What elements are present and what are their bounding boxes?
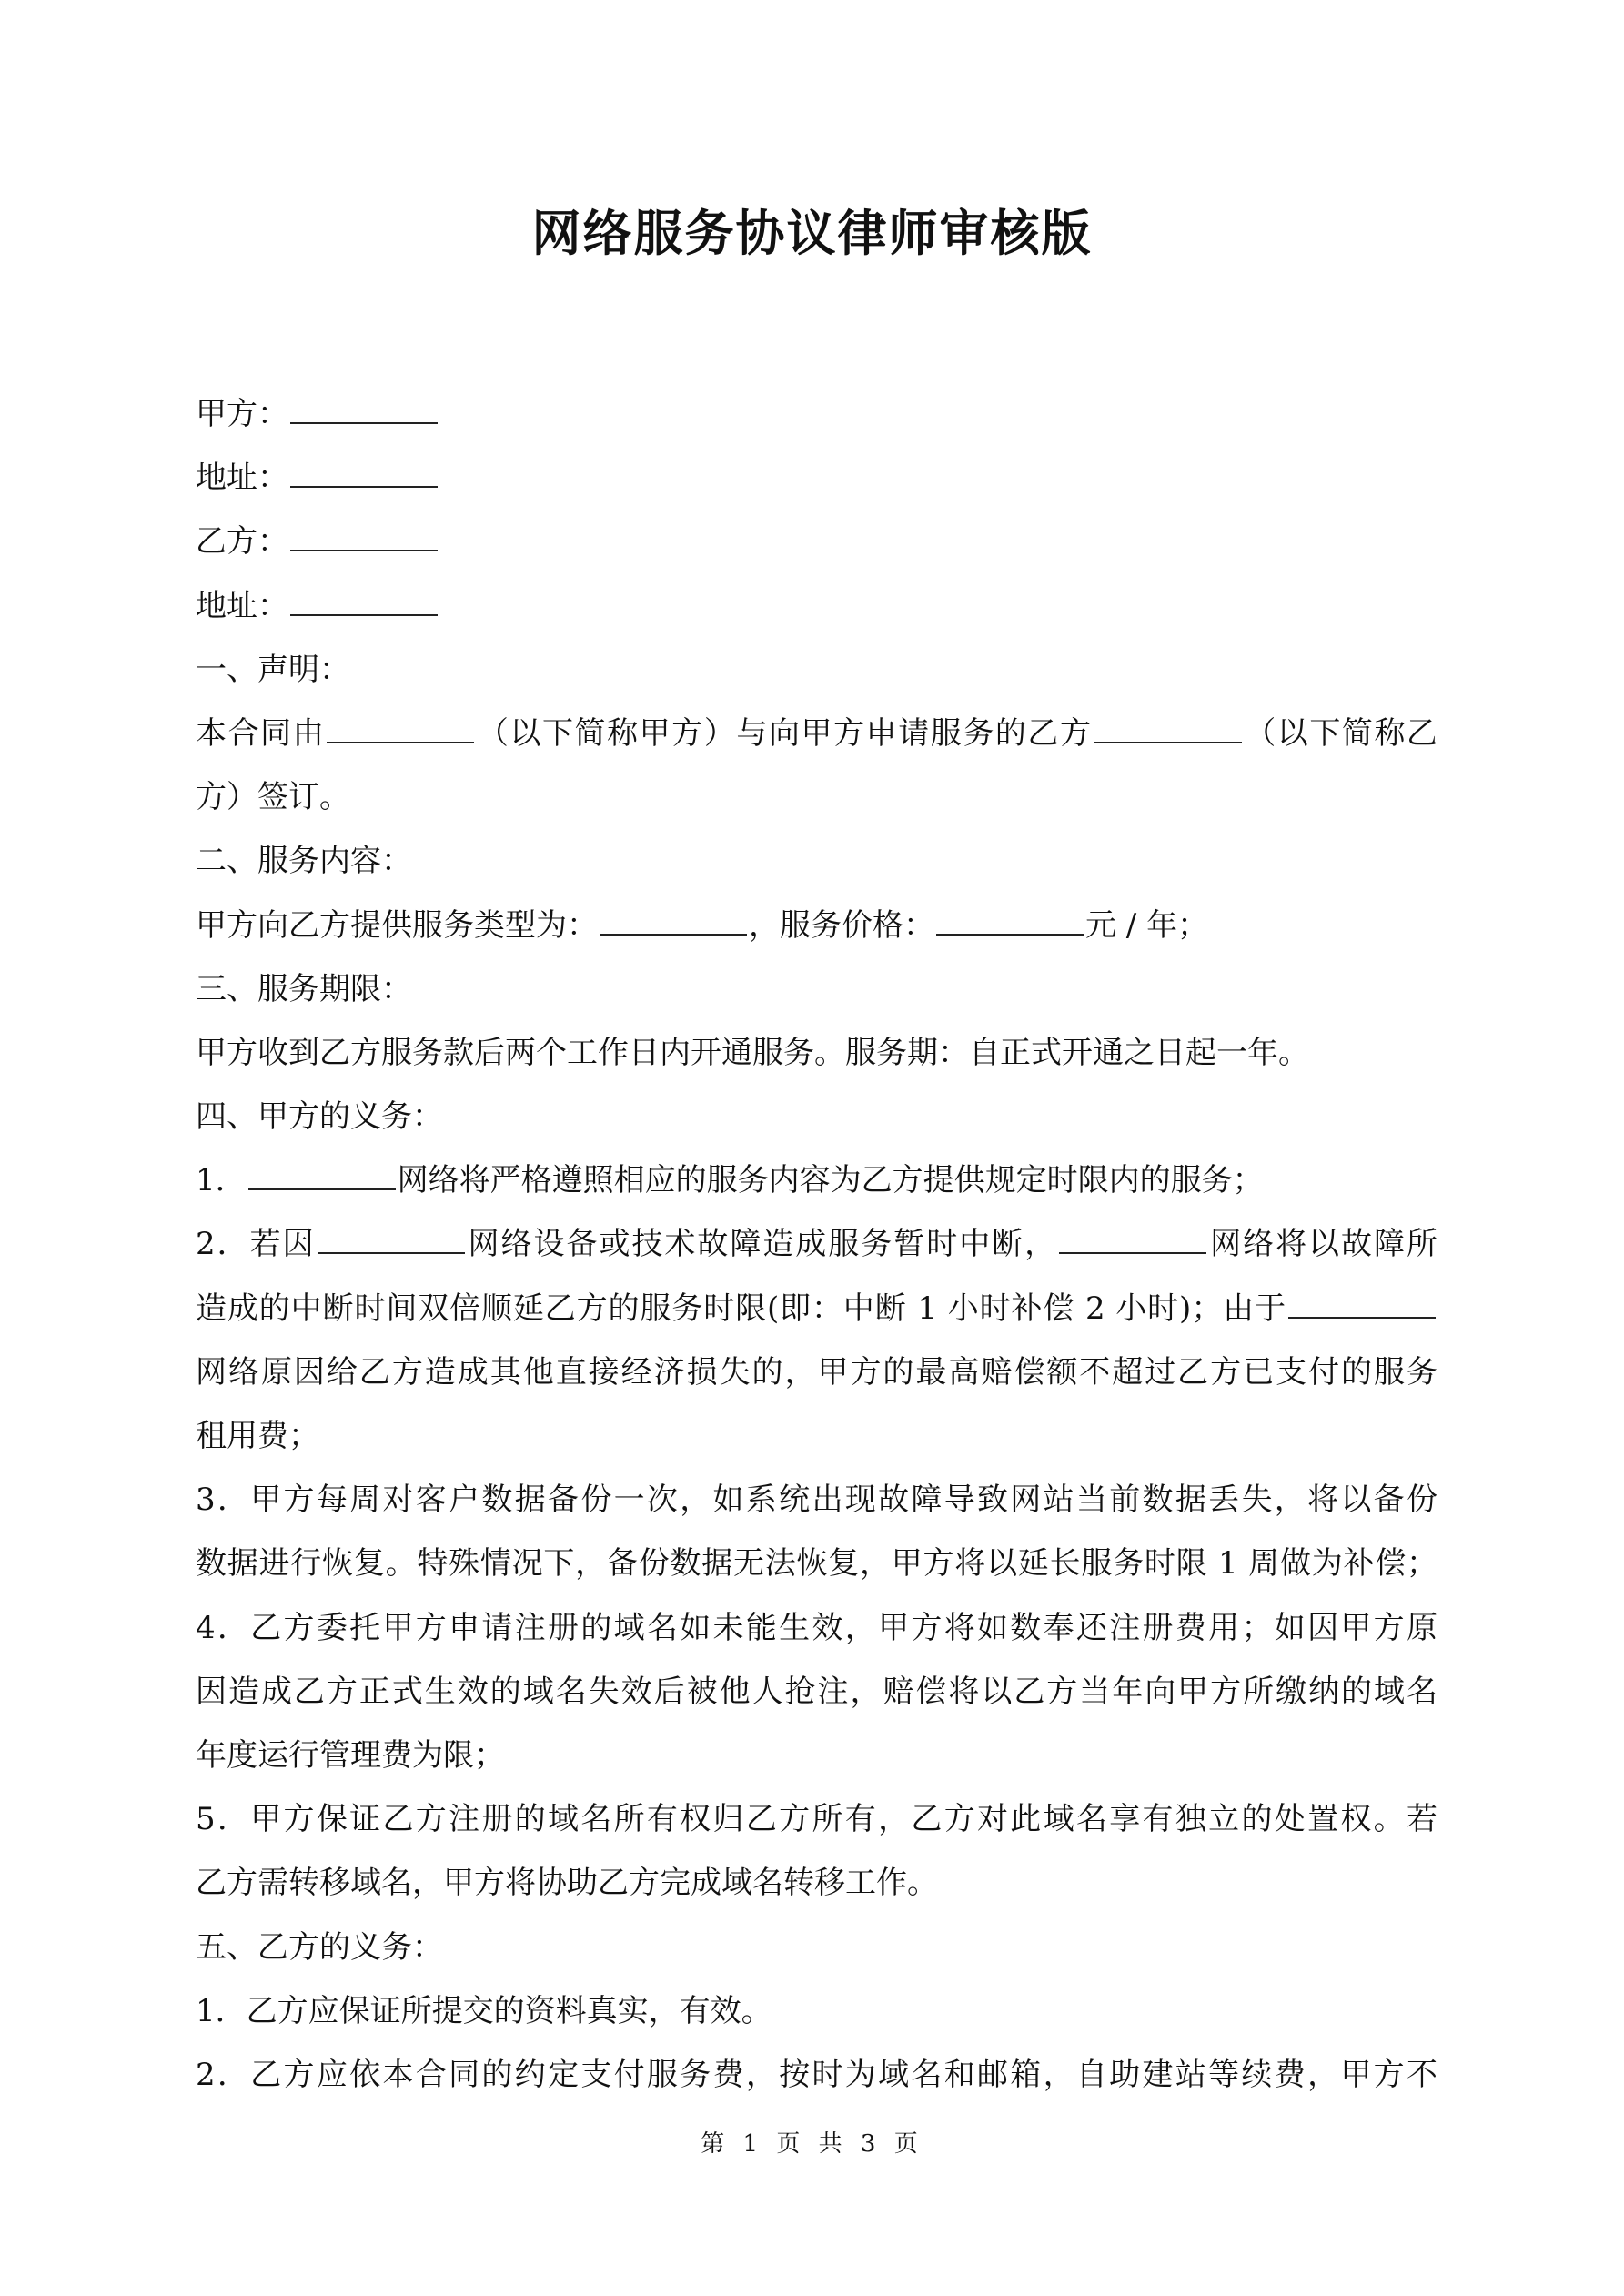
document-title: 网络服务协议律师审核版 xyxy=(531,205,1093,262)
text: （以下简称甲方）与向甲方申请服务的乙方 xyxy=(476,714,1093,752)
section-heading: 三、服务期限： xyxy=(196,970,412,1007)
text: 网络将以故障所 xyxy=(1208,1226,1437,1263)
section-heading: 五、乙方的义务： xyxy=(196,1928,443,1966)
section-heading: 四、甲方的义务： xyxy=(196,1098,443,1136)
list-item-continuation xyxy=(196,1277,1437,1340)
list-item: 3．甲方每周对客户数据备份一次，如系统出现故障导致网站当前数据丢失，将以备份 xyxy=(196,1482,1437,1519)
section-heading: 一、声明： xyxy=(196,651,350,688)
party-b-address-line xyxy=(196,574,1437,638)
party-a-address-blank[interactable] xyxy=(290,459,438,488)
party-a-address-label: 地址： xyxy=(196,460,288,497)
blank-field[interactable] xyxy=(248,1161,396,1190)
party-b-address-label: 地址： xyxy=(196,587,288,624)
blank-field[interactable] xyxy=(318,1225,465,1254)
paragraph-line xyxy=(196,894,1437,957)
party-b-address-blank[interactable] xyxy=(290,587,438,616)
blank-field[interactable] xyxy=(1288,1290,1436,1319)
text: 本合同由 xyxy=(196,714,326,752)
list-item: 4．乙方委托甲方申请注册的域名如未能生效，甲方将如数奉还注册费用；如因甲方原 xyxy=(196,1609,1437,1646)
blank-field[interactable] xyxy=(1059,1225,1206,1254)
text: （以下简称乙 xyxy=(1243,714,1438,752)
text: 1． xyxy=(196,1162,247,1199)
paragraph-line: 甲方收到乙方服务款后两个工作日内开通服务。服务期：自正式开通之日起一年。 xyxy=(196,1034,1309,1071)
party-a-label: 甲方： xyxy=(196,396,288,432)
party-a-blank[interactable] xyxy=(290,395,438,424)
list-item-continuation: 网络原因给乙方造成其他直接经济损失的，甲方的最高赔偿额不超过乙方已支付的服务 xyxy=(196,1353,1437,1391)
list-item-continuation: 因造成乙方正式生效的域名失效后被他人抢注，赔偿将以乙方当年向甲方所缴纳的域名 xyxy=(196,1673,1437,1710)
list-item: 2．乙方应依本合同的约定支付服务费，按时为域名和邮箱，自助建站等续费，甲方不 xyxy=(196,2056,1437,2093)
party-b-blank[interactable] xyxy=(290,522,438,551)
blank-field[interactable] xyxy=(936,906,1084,936)
party-a-address-line xyxy=(196,446,1437,510)
list-item xyxy=(196,1148,1437,1212)
list-item xyxy=(196,1212,1437,1276)
list-item-continuation: 年度运行管理费为限； xyxy=(196,1736,505,1774)
text: 网络设备或技术故障造成服务暂时中断， xyxy=(466,1226,1058,1263)
text: 甲方向乙方提供服务类型为： xyxy=(196,906,598,944)
list-item: 1．乙方应保证所提交的资料真实，有效。 xyxy=(196,1992,772,2029)
blank-field[interactable] xyxy=(600,906,747,936)
list-item: 5．甲方保证乙方注册的域名所有权归乙方所有，乙方对此域名享有独立的处置权。若 xyxy=(196,1801,1437,1838)
paragraph-line xyxy=(196,702,1437,765)
blank-field[interactable] xyxy=(327,714,474,743)
text: 网络将严格遵照相应的服务内容为乙方提供规定时限内的服务； xyxy=(397,1162,1264,1199)
list-item-continuation: 租用费； xyxy=(196,1418,319,1454)
list-item-continuation: 数据进行恢复。特殊情况下，备份数据无法恢复，甲方将以延长服务时限 1 周做为补偿； xyxy=(196,1545,1437,1583)
party-a-line xyxy=(196,382,1437,446)
text: 造成的中断时间双倍顺延乙方的服务时限(即：中断 1 小时补偿 2 小时)；由于 xyxy=(196,1290,1286,1327)
text: 元 / 年； xyxy=(1085,906,1209,944)
list-item-continuation: 乙方需转移域名，甲方将协助乙方完成域名转移工作。 xyxy=(196,1865,938,1902)
text: 2．若因 xyxy=(196,1226,316,1263)
text: ，服务价格： xyxy=(749,906,934,944)
party-b-line xyxy=(196,510,1437,573)
blank-field[interactable] xyxy=(1094,714,1242,743)
document-body xyxy=(196,382,1437,2107)
section-heading: 二、服务内容： xyxy=(196,843,412,880)
paragraph-line: 方）签订。 xyxy=(196,779,350,816)
party-b-label: 乙方： xyxy=(196,523,288,561)
page-number: 第 1 页 共 3 页 xyxy=(701,2130,923,2158)
